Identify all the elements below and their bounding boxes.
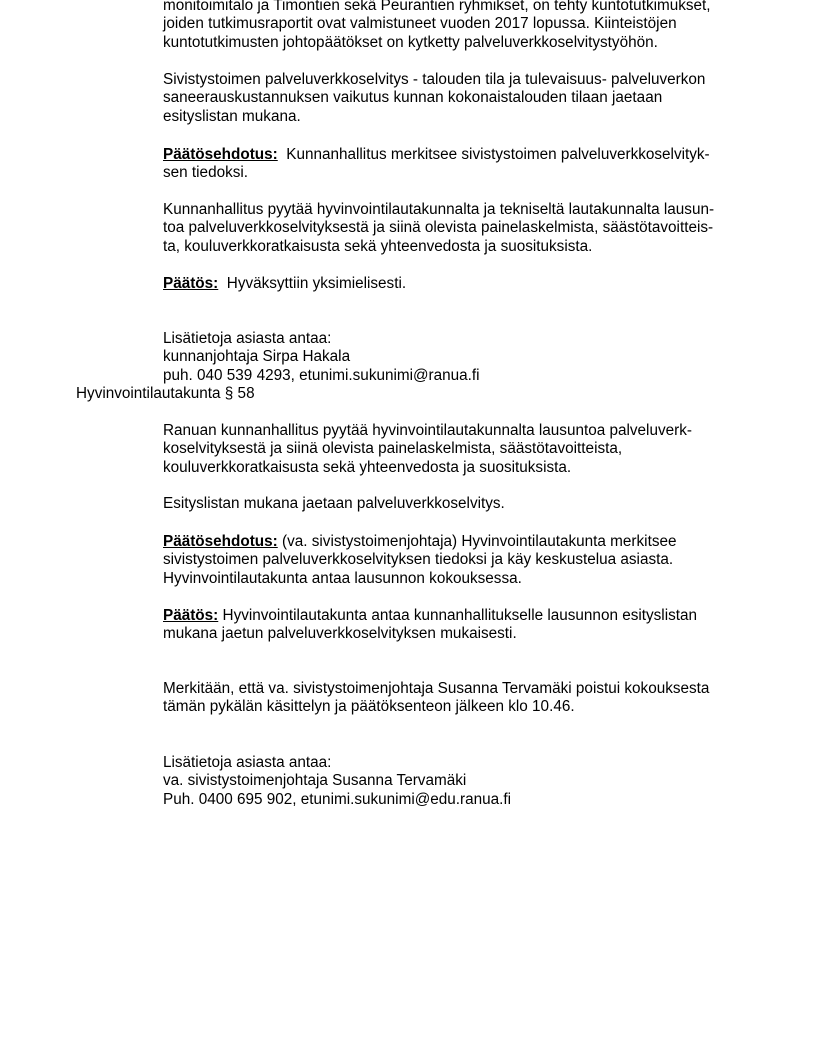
proposal-paragraph	[163, 146, 753, 183]
decision-paragraph	[163, 607, 753, 644]
decision-label: Päätös:	[163, 607, 219, 624]
contact-info	[163, 330, 753, 385]
text-line	[163, 146, 753, 164]
decision-text: Hyvinvointilautakunta antaa kunnanhallitukselle lausunnon esityslistan	[222, 607, 698, 624]
text-line: Esityslistan mukana jaetaan palveluverkkoselvitys.	[163, 495, 505, 512]
proposal-text: Kunnanhallitus merkitsee sivistystoimen palveluverkkoselvityk-	[286, 146, 710, 163]
request-paragraph	[163, 422, 753, 477]
proposal-label: Päätösehdotus:	[163, 146, 278, 163]
decision-label: Päätös:	[163, 275, 219, 292]
text-line: koselvityksestä ja siinä olevista painelaskelmista, säästötavoitteista,	[163, 440, 623, 458]
proposal-paragraph	[163, 533, 753, 588]
report-paragraph	[163, 71, 753, 126]
contact-info	[163, 754, 753, 809]
text-line: ta, kouluverkkoratkaisusta sekä yhteenvedosta ja suosituksista.	[163, 237, 593, 255]
proposal-text: (va. sivistystoimenjohtaja) Hyvinvointilautakunta merkitsee	[282, 533, 677, 550]
text-line: Hyvinvointilautakunta antaa lausunnon kokouksessa.	[163, 569, 522, 587]
text-line: kouluverkkoratkaisusta sekä yhteenvedosta ja suosituksista.	[163, 458, 572, 476]
text-line	[163, 607, 753, 625]
intro-paragraph	[163, 0, 753, 52]
contact-phone-email: Puh. 0400 695 902, etunimi.sukunimi@edu.ranua.fi	[163, 790, 512, 808]
decision-text: Hyväksyttiin yksimielisesti.	[226, 275, 407, 292]
decision-paragraph	[163, 275, 753, 293]
contact-title: Lisätietoja asiasta antaa:	[163, 330, 332, 347]
proposal-label: Päätösehdotus:	[163, 533, 278, 550]
contact-person: va. sivistystoimenjohtaja Susanna Tervamäki	[163, 772, 467, 790]
text-line: Kunnanhallitus pyytää hyvinvointilautakunnalta ja tekniseltä lautakunnalta lausun-	[163, 201, 715, 218]
section-heading: Hyvinvointilautakunta § 58	[76, 385, 255, 402]
text-line: esityslistan mukana.	[163, 107, 301, 125]
contact-title: Lisätietoja asiasta antaa:	[163, 754, 332, 771]
text-line: sen tiedoksi.	[163, 164, 249, 182]
text-line: Ranuan kunnanhallitus pyytää hyvinvointilautakunnalta lausuntoa palveluverk-	[163, 422, 692, 439]
text-line: toa palveluverkkoselvityksestä ja siinä olevista painelaskelmista, säästötavoitteis-	[163, 219, 714, 237]
text-line	[163, 275, 753, 293]
contact-phone-email: puh. 040 539 4293, etunimi.sukunimi@ranua.fi	[163, 366, 480, 384]
text-line: joiden tutkimusraportit ovat valmistuneet vuoden 2017 lopussa. Kiinteistöjen	[163, 15, 677, 33]
text-line	[163, 533, 753, 551]
text-line: tämän pykälän käsittelyn ja päätöksenteon jälkeen klo 10.46.	[163, 698, 575, 716]
note-paragraph	[163, 680, 753, 717]
text-line: sivistystoimen palveluverkkoselvityksen tiedoksi ja käy keskustelua asiasta.	[163, 551, 674, 569]
text-line: mukana jaetun palveluverkkoselvityksen mukaisesti.	[163, 625, 517, 643]
contact-person: kunnanjohtaja Sirpa Hakala	[163, 348, 351, 366]
text-line: monitoimitalo ja Timontien sekä Peurantien ryhmikset, on tehty kuntotutkimukset,	[163, 0, 711, 14]
text-line: kuntotutkimusten johtopäätökset on kytketty palveluverkkoselvitystyöhön.	[163, 33, 658, 51]
text-line: Sivistystoimen palveluverkkoselvitys - talouden tila ja tulevaisuus- palveluverkon	[163, 71, 706, 88]
request-paragraph	[163, 201, 753, 256]
text-line: saneerauskustannuksen vaikutus kunnan kokonaistalouden tilaan jaetaan	[163, 89, 663, 107]
text-line: Merkitään, että va. sivistystoimenjohtaja Susanna Tervamäki poistui kokouksesta	[163, 680, 710, 697]
distribution-paragraph	[163, 495, 753, 513]
